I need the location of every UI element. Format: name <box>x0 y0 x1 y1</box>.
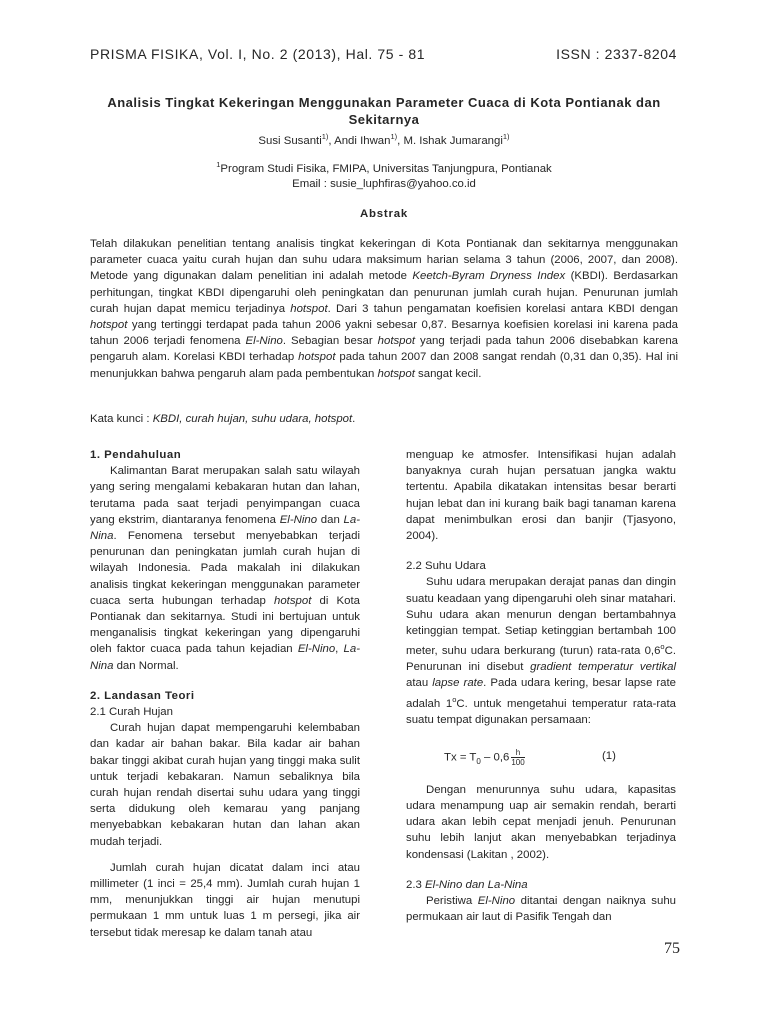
body-text: dan Normal. <box>113 659 179 672</box>
title-line-1: Analisis Tingkat Kekeringan Menggunakan Parameter Cuaca di Kota Pontianak dan <box>107 95 661 110</box>
author-1: Susi Susanti <box>258 134 322 147</box>
body-emphasis: hotspot <box>274 594 312 607</box>
abstract-emphasis: hotspot <box>298 351 336 364</box>
body-text: . Pada udara kering, besar lapse rate adalah 1 <box>406 677 676 710</box>
equation-fraction <box>511 748 524 767</box>
body-text: , <box>335 643 344 656</box>
body-text: di Kota Pontianak dan sekitarnya. Studi ini bertujuan untuk menganalisis tingkat kekeringan yang dipengaruhi oleh faktor cuaca pada tahun kejadian <box>90 594 360 656</box>
equation-term: – 0,6 <box>480 751 510 764</box>
equation-lhs: Tx = T <box>444 751 477 764</box>
abstract-emphasis: Keetch-Byram Dryness Index <box>412 270 566 283</box>
affiliation-marker: 1 <box>216 159 221 169</box>
abstract-emphasis: hotspot <box>290 302 328 315</box>
abstract-body <box>90 236 678 382</box>
body-text: Suhu udara merupakan derajat panas dan dingin suatu keadaan yang dipengaruhi oleh sinar matahari. Suhu udara akan menurun dengan bertambahnya ketinggian tempat. Setiap ketinggian bertambah 100 meter, suhu udara berkurang (turun) rata-rata 0,6 <box>406 576 676 658</box>
author-email: Email : susie_luphfiras@yahoo.co.id <box>292 178 476 191</box>
spacer <box>406 544 676 558</box>
affiliation <box>80 157 688 177</box>
paper-title <box>80 94 688 128</box>
running-header: PRISMA FISIKA, Vol. I, No. 2 (2013), Hal. 75 - 81 <box>90 46 426 62</box>
body-emphasis: lapse rate <box>432 677 484 690</box>
equation-subscript: 0 <box>476 756 481 766</box>
title-block <box>80 94 688 193</box>
body-text: atau <box>406 677 433 690</box>
body-text: dan <box>317 513 344 526</box>
paragraph-suhu-udara-2: Dengan menurunnya suhu udara, kapasitas udara menampung uap air semakin rendah, berarti udara akan lebih cepat menjadi jenuh. Penurunan suhu lebih lanjut akan menyebabkan terjadinya kondensasi (Lakitan , 2002). <box>406 783 676 861</box>
page-number: 75 <box>664 940 680 957</box>
body-text: Peristiwa <box>426 895 478 908</box>
abstract-emphasis: hotspot <box>377 367 415 380</box>
author-2-affil: 1) <box>390 132 398 141</box>
paragraph-intensifikasi-hujan: menguap ke atmosfer. Intensifikasi hujan adalah banyaknya curah hujan persatuan jangka waktu tertentu. Apabila dikatakan intensitas besar berarti hujan lebat dan ini kurang baik bagi tanaman karena dapat menimbulkan erosi dan banjir (Tjasyono, 2004). <box>406 449 676 543</box>
abstract-text: sangat kecil. <box>414 367 482 380</box>
abstract-text: . Sebagian besar <box>282 335 378 348</box>
section-heading-landasan-teori: 2. Landasan Teori <box>90 689 195 702</box>
abstract-text: (KBDI). Berdasarkan perhitungan, tingkat KBDI dipengaruhi oleh peningkatan dan penurunan jumlah curah hujan. Penurunan jumlah curah hujan dapat memicu terjadinya <box>90 270 679 315</box>
title-line-2: Sekitarnya <box>348 112 420 127</box>
keywords-value: KBDI, curah hujan, suhu udara, hotspot <box>152 413 353 425</box>
author-3-affil: 1) <box>502 132 510 141</box>
body-text: C. untuk mengetahui temperatur rata-rata suatu tempat digunakan persamaan: <box>406 697 676 726</box>
authors <box>80 129 688 149</box>
spacer <box>406 863 676 877</box>
abstract-text: . Dari 3 tahun pengamatan koefisien korelasi antara KBDI dengan <box>327 302 678 315</box>
abstract-text: Telah dilakukan penelitian tentang analisis tingkat kekeringan di Kota Pontianak dan sekitarnya menggunakan parameter cuaca yaitu curah hujan dan suhu udara maksimum harian selama 3 tahun (2006, 2007, dan 2008). Metode yang digunakan dalam penelitian ini adalah metode <box>90 238 678 283</box>
subsection-heading-suhu-udara: 2.2 Suhu Udara <box>406 560 486 573</box>
spacer <box>90 850 360 860</box>
body-text: . Fenomena tersebut menyebabkan terjadi penurunan dan peningkatan jumlah curah hujan di wilayah Indonesia. Pada makalah ini dilakukan analisis tingkat kekeringan menggunakan parameter cuaca serta hubungan terhadap <box>90 530 360 607</box>
affiliation-block <box>80 157 688 193</box>
section-heading-pendahuluan: 1. Pendahuluan <box>90 449 182 461</box>
body-emphasis: El-Nino <box>279 513 318 526</box>
degree-symbol: o <box>660 642 665 652</box>
author-2: , Andi Ihwan <box>328 134 391 147</box>
subsection-heading-curah-hujan: 2.1 Curah Hujan <box>90 706 173 719</box>
body-text: Kalimantan Barat merupakan salah satu wilayah yang sering mengalami kebakaran hutan dan lahan, terutama pada saat terjadi penyimpangan cuaca yang ekstrim, diantaranya fenomena <box>90 465 360 526</box>
subsection-heading-el-nino <box>406 877 676 893</box>
fraction-denominator: 100 <box>511 757 525 767</box>
paragraph-curah-hujan-2: Jumlah curah hujan dicatat dalam inci atau millimeter (1 inci = 25,4 mm). Jumlah curah hujan 1 mm, menunjukkan tinggi air hujan menutupi permukaan 1 mm untuk luas 1 m persegi, jika air tersebut tidak meresap ke dalam tanah atau <box>90 861 360 939</box>
body-emphasis: La-Nina <box>90 513 361 543</box>
abstract-emphasis: El-Nino <box>245 335 283 348</box>
right-column <box>406 447 676 925</box>
equation-1 <box>406 740 676 772</box>
abstract-text: yang terjadi pada tahun 2006 disebabkan karena pengaruh alam. Korelasi KBDI terhadap <box>90 335 678 364</box>
equation-formula <box>444 748 525 770</box>
left-column <box>90 447 360 941</box>
paragraph-curah-hujan-1: Curah hujan dapat mempengaruhi kelembaban dan kadar air bahan bakar. Bila kadar air bahan bakar tinggi akibat curah hujan yang tinggi maka sulit untuk terjadi kebakaran. Namun sebaliknya bila curah hujan rendah disertai suhu udara yang tinggi serta didukung oleh kemarau yang panjang menyebabkan kebakaran hutan dan lahan akan mudah terjadi. <box>90 722 360 848</box>
keywords-end: . <box>352 413 356 425</box>
body-emphasis: El-Nino <box>297 643 336 656</box>
abstract-emphasis: hotspot <box>90 319 128 332</box>
spacer <box>90 674 360 688</box>
keywords-label: Kata kunci : <box>90 413 153 425</box>
author-1-affil: 1) <box>321 132 329 141</box>
body-text: ditantai dengan naiknya suhu permukaan air laut di Pasifik Tengah dan <box>406 895 676 924</box>
affiliation-text: Program Studi Fisika, FMIPA, Universitas Tanjungpura, Pontianak <box>220 162 552 175</box>
paragraph-el-nino <box>406 893 676 925</box>
body-emphasis: gradient temperatur vertikal <box>530 661 677 674</box>
equation-number: (1) <box>602 749 616 762</box>
abstract-text: yang tertinggi terdapat pada tahun 2006 yakni sebesar 0,87. Besarnya koefisien korelasi ini karena pada tahun 2006 terjadi fenomena <box>90 319 678 348</box>
paragraph-pendahuluan <box>90 463 360 674</box>
abstract-emphasis: hotspot <box>377 335 416 348</box>
subsection-title: El-Nino dan La-Nina <box>425 878 528 891</box>
degree-symbol: o <box>452 694 457 704</box>
abstract-heading: Abstrak <box>359 208 408 220</box>
issn: ISSN : 2337-8204 <box>556 46 677 62</box>
author-3: , M. Ishak Jumarangi <box>397 134 503 147</box>
paragraph-suhu-udara-1 <box>406 574 676 727</box>
abstract-text: pada tahun 2007 dan 2008 sangat rendah (0,31 dan 0,35). Hal ini menunjukkan bahwa pengaruh alam pada pembentukan <box>90 351 678 380</box>
body-emphasis: El-Nino <box>477 895 516 908</box>
body-emphasis: La-Nina <box>90 643 360 672</box>
subsection-number: 2.3 <box>406 878 425 891</box>
fraction-numerator: h <box>511 748 524 758</box>
keywords <box>90 411 678 427</box>
body-text: C. Penurunan ini disebut <box>406 645 676 674</box>
